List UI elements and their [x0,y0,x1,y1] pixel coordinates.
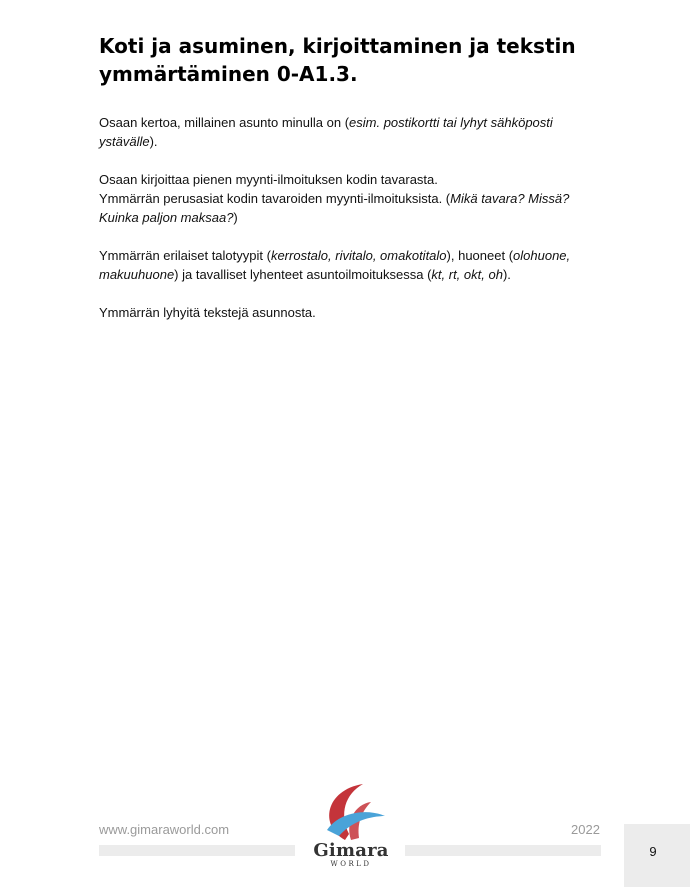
paragraph [99,303,599,322]
paragraph-line [99,189,599,208]
text-run: ). [149,134,158,149]
logo-swoosh-icon [305,778,397,848]
paragraph-line [99,132,599,151]
text-run: ). [502,267,511,282]
footer-website: www.gimaraworld.com [99,822,230,837]
paragraph [99,113,599,151]
text-run: Ymmärrän lyhyitä tekstejä asunnosta. [99,305,316,320]
paragraph-line [99,303,599,322]
page-title: Koti ja asuminen, kirjoittaminen ja tekstin ymmärtäminen 0-A1.3. [99,34,576,86]
text-run: Ymmärrän erilaiset talotyypit ( [99,248,271,263]
page-number-box [624,824,690,887]
text-run: ), huoneet ( [446,248,514,263]
text-run: Ymmärrän perusasiat kodin tavaroiden myynti-ilmoituksista. ( [99,191,451,206]
paragraph [99,170,599,227]
italic-text: esim. postikortti tai lyhyt sähköposti [349,115,553,130]
paragraph-line [99,208,599,227]
text-run: Osaan kirjoittaa pienen myynti-ilmoituksen kodin tavarasta. [99,172,438,187]
italic-text: kerrostalo, rivitalo, omakotitalo [270,248,447,263]
italic-text: olohuone, [513,248,571,263]
body-text [99,113,599,341]
italic-text: ystävälle [99,134,150,149]
footer-divider-left [99,845,295,856]
italic-text: kt, rt, okt, oh [431,267,503,282]
text-run: ) ja tavalliset lyhenteet asuntoilmoituksessa ( [174,267,432,282]
italic-text: makuuhuone [99,267,175,282]
footer-divider-right [405,845,601,856]
paragraph [99,246,599,284]
text-run: Osaan kertoa, millainen asunto minulla on ( [99,115,350,130]
footer-year: 2022 [571,822,600,837]
italic-text: Mikä tavara? Missä? [450,191,570,206]
text-run: ) [233,210,238,225]
logo-subtitle: WORLD [330,860,372,868]
paragraph-line [99,170,599,189]
paragraph-line [99,265,599,284]
paragraph-line [99,113,599,132]
italic-text: Kuinka paljon maksaa? [99,210,234,225]
gimara-logo [305,778,397,870]
logo-wordmark: Gimara [313,840,389,861]
paragraph-line [99,246,599,265]
page-number: 9 [649,844,657,859]
